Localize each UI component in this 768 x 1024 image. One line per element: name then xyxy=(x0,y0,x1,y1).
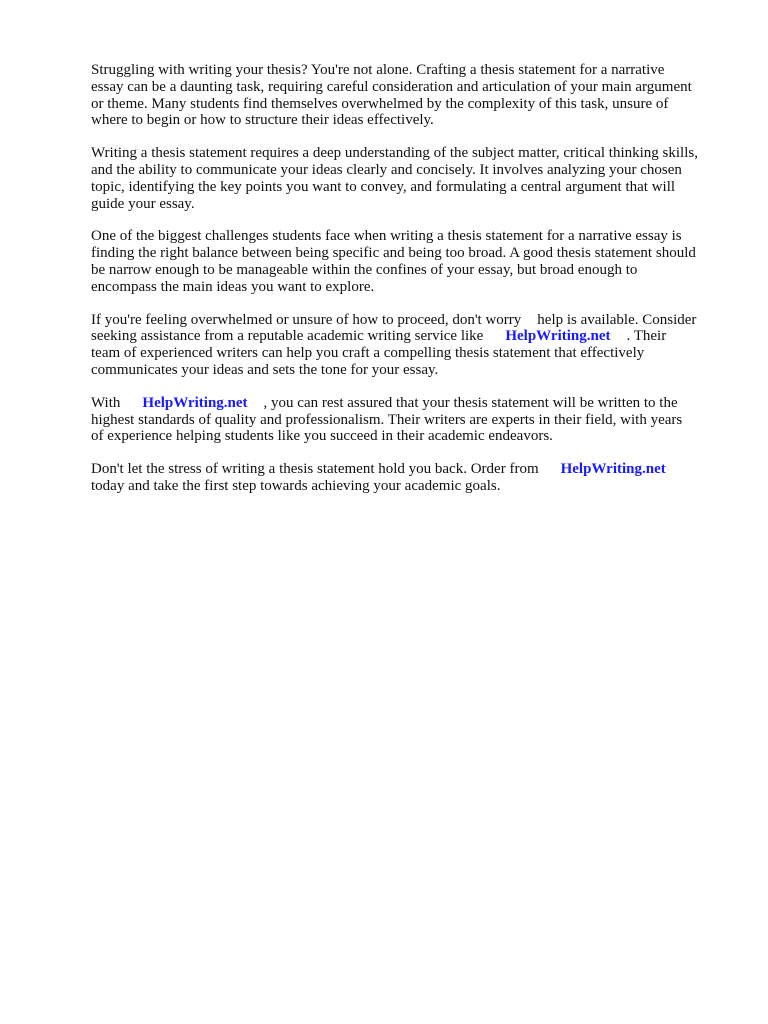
text-line: or theme. Many students find themselves overwhelmed by the complexity of this task, unsure of xyxy=(91,95,669,112)
paragraph-call-to-action xyxy=(91,461,731,495)
text-segment: , you can rest assured that your thesis statement will be written to the xyxy=(263,394,678,411)
text-line: where to begin or how to structure their ideas effectively. xyxy=(91,112,434,129)
text-line: essay can be a daunting task, requiring careful consideration and articulation of your main argument xyxy=(91,78,692,95)
text-line: encompass the main ideas you want to explore. xyxy=(91,278,375,295)
text-line xyxy=(91,461,731,478)
text-line: Writing a thesis statement requires a deep understanding of the subject matter, critical thinking skills, xyxy=(91,145,698,162)
text-line: of experience helping students like you succeed in their academic endeavors. xyxy=(91,428,553,445)
text-segment: With xyxy=(91,394,121,411)
text-line: Struggling with writing your thesis? You're not alone. Crafting a thesis statement for a narrative xyxy=(91,62,665,78)
helpwriting-link[interactable]: HelpWriting.net xyxy=(142,394,248,411)
document-page xyxy=(91,62,731,511)
helpwriting-link[interactable]: HelpWriting.net xyxy=(560,461,666,478)
text-line: topic, identifying the key points you want to convey, and formulating a central argument that will xyxy=(91,178,676,195)
paragraph-assurance xyxy=(91,395,731,445)
text-line: highest standards of quality and professionalism. Their writers are experts in their field, with years xyxy=(91,411,683,428)
text-line xyxy=(91,328,731,345)
text-line: finding the right balance between being specific and being too broad. A good thesis statement should xyxy=(91,245,696,262)
text-line: and the ability to communicate your ideas clearly and concisely. It involves analyzing your chosen xyxy=(91,161,682,178)
text-segment: . Their xyxy=(626,328,667,345)
text-segment: seeking assistance from a reputable academic writing service like xyxy=(91,328,484,345)
text-line xyxy=(91,312,731,329)
paragraph-assistance xyxy=(91,312,731,379)
paragraph-challenges xyxy=(91,228,731,295)
text-line: be narrow enough to be manageable within the confines of your essay, but broad enough to xyxy=(91,261,638,278)
text-line: One of the biggest challenges students face when writing a thesis statement for a narrative essay is xyxy=(91,228,682,245)
text-segment: If you're feeling overwhelmed or unsure of how to proceed, don't worry xyxy=(91,311,522,328)
text-line: team of experienced writers can help you craft a compelling thesis statement that effectively xyxy=(91,345,645,362)
text-segment: help is available. Consider xyxy=(537,311,697,328)
text-line: today and take the first step towards achieving your academic goals. xyxy=(91,477,501,494)
paragraph-requirements xyxy=(91,145,731,212)
text-segment: Don't let the stress of writing a thesis statement hold you back. Order from xyxy=(91,461,539,478)
text-line: guide your essay. xyxy=(91,195,195,212)
helpwriting-link[interactable]: HelpWriting.net xyxy=(505,328,611,345)
text-line xyxy=(91,395,731,412)
text-line: communicates your ideas and sets the tone for your essay. xyxy=(91,361,439,378)
paragraph-intro xyxy=(91,62,731,129)
